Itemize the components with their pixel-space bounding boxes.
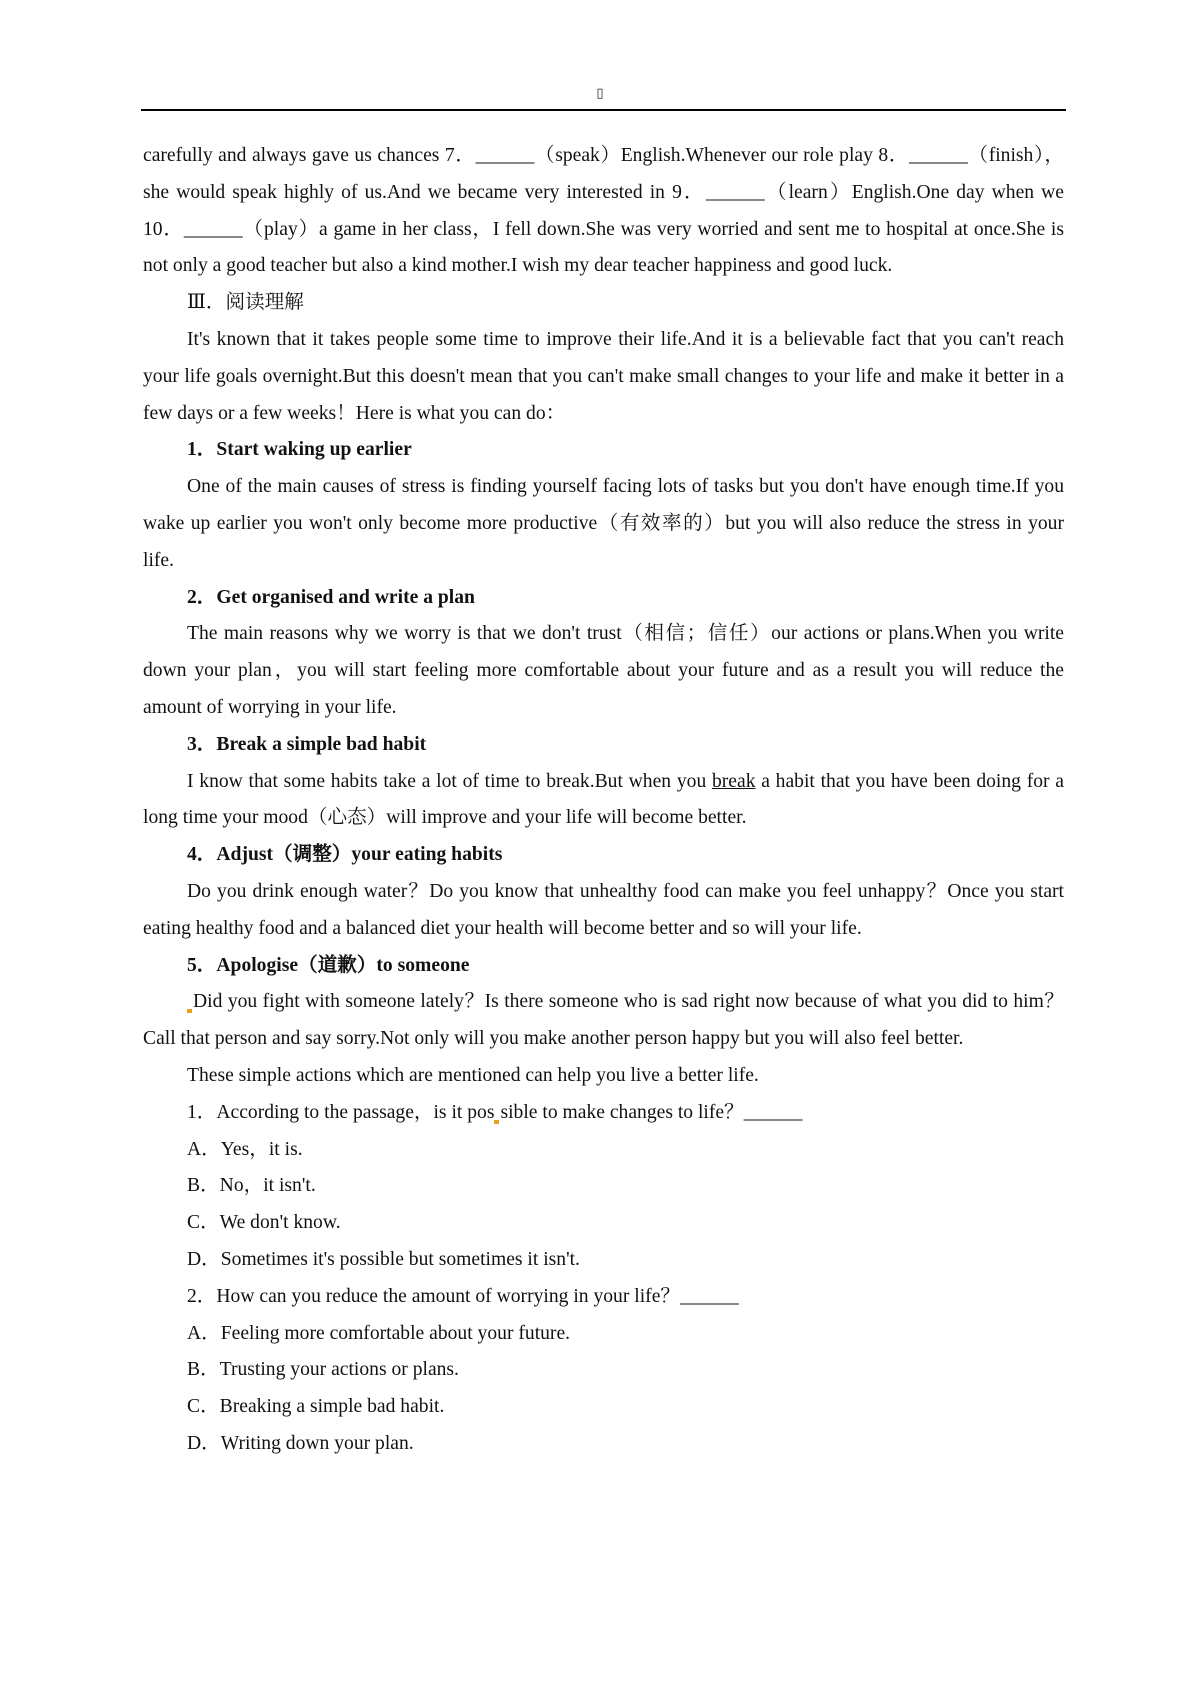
- underlined-word: break: [711, 770, 756, 792]
- passage-intro: It's known that it takes people some time to improve their life.And it is a believable fact that you can't reach your life goals overnight.But this doesn't mean that you can't make small changes to your life and make it better in a few days or a few weeks！Here is what you can do：: [143, 328, 1064, 424]
- paragraph-5: [143, 984, 1064, 1058]
- paragraph-2: The main reasons why we worry is that we don't trust（相信；信任）our actions or plans.When you write down your plan，you will start feeling more comfortable about your future and as a result you will reduce the amount of worrying in your life.: [143, 623, 1064, 718]
- highlight-mark: [494, 1120, 499, 1124]
- heading-3-text: 3．Break a simple bad habit: [187, 733, 427, 755]
- header-rule: [141, 109, 1066, 111]
- heading-1: [143, 432, 1064, 469]
- question-2-option-a: A．Feeling more comfortable about your future.: [187, 1322, 571, 1344]
- heading-2-text: 2．Get organised and write a plan: [187, 586, 475, 608]
- header-mark: ▯: [596, 86, 604, 101]
- question-2-stem: 2．How can you reduce the amount of worrying in your life？______: [187, 1285, 739, 1307]
- heading-1-text: 1．Start waking up earlier: [187, 439, 412, 461]
- paragraph-5-text: Did you fight with someone lately？Is there someone who is sad right now because of what you did to him？Call that person and say sorry.Not only will you make another person happy but you will also feel better.: [143, 991, 1064, 1050]
- question-1-option-a: A．Yes，it is.: [187, 1138, 303, 1160]
- heading-5: [143, 948, 1064, 985]
- heading-2: [143, 580, 1064, 617]
- section-title: Ⅲ．阅读理解: [187, 292, 304, 314]
- highlight-mark: [187, 1009, 192, 1013]
- question-1-option-d: D．Sometimes it's possible but sometimes it isn't.: [187, 1248, 580, 1270]
- heading-4-text: 4．Adjust（调整）your eating habits: [187, 844, 503, 866]
- paragraph-1: One of the main causes of stress is finding yourself facing lots of tasks but you don't have enough time.If you wake up earlier you won't only become more productive（有效率的）but you will also reduce the stress in your life.: [143, 476, 1064, 571]
- document-body: [143, 138, 1064, 1463]
- question-1-stem-b: sible to make changes to life？______: [500, 1101, 803, 1123]
- paragraph-3-part-b: a habit that you have been doing for a long time your mood（心态）will improve and your life will become better.: [143, 770, 1064, 829]
- question-2-option-d: D．Writing down your plan.: [187, 1432, 414, 1454]
- question-1-option-b: B．No，it isn't.: [187, 1175, 316, 1197]
- question-1-stem-a: 1．According to the passage，is it pos: [187, 1101, 495, 1123]
- question-2-option-c: C．Breaking a simple bad habit.: [187, 1396, 445, 1418]
- heading-3: [143, 727, 1064, 764]
- closing-paragraph: These simple actions which are mentioned can help you live a better life.: [187, 1064, 759, 1086]
- question-1-stem: [143, 1095, 1064, 1132]
- heading-5-text: 5．Apologise（道歉）to someone: [187, 954, 470, 976]
- question-1-option-c: C．We don't know.: [187, 1212, 341, 1234]
- paragraph-3-part-a: I know that some habits take a lot of time to break.But when you: [187, 770, 712, 792]
- paragraph-3: [143, 764, 1064, 838]
- cloze-paragraph: carefully and always gave us chances 7．______（speak）English.Whenever our role play 8．______（finish），she would speak highly of us.And we became very interested in 9．______（learn）English.One day when we 10．______（play）a game in her class，I fell down.She was very worried and sent me to hospital at once.She is not only a good teacher but also a kind mother.I wish my dear teacher happiness and good luck.: [143, 145, 1064, 277]
- question-2-option-b: B．Trusting your actions or plans.: [187, 1359, 459, 1381]
- heading-4: [143, 837, 1064, 874]
- paragraph-4: Do you drink enough water？Do you know that unhealthy food can make you feel unhappy？Once you start eating healthy food and a balanced diet your health will become better and so will your life.: [143, 880, 1064, 939]
